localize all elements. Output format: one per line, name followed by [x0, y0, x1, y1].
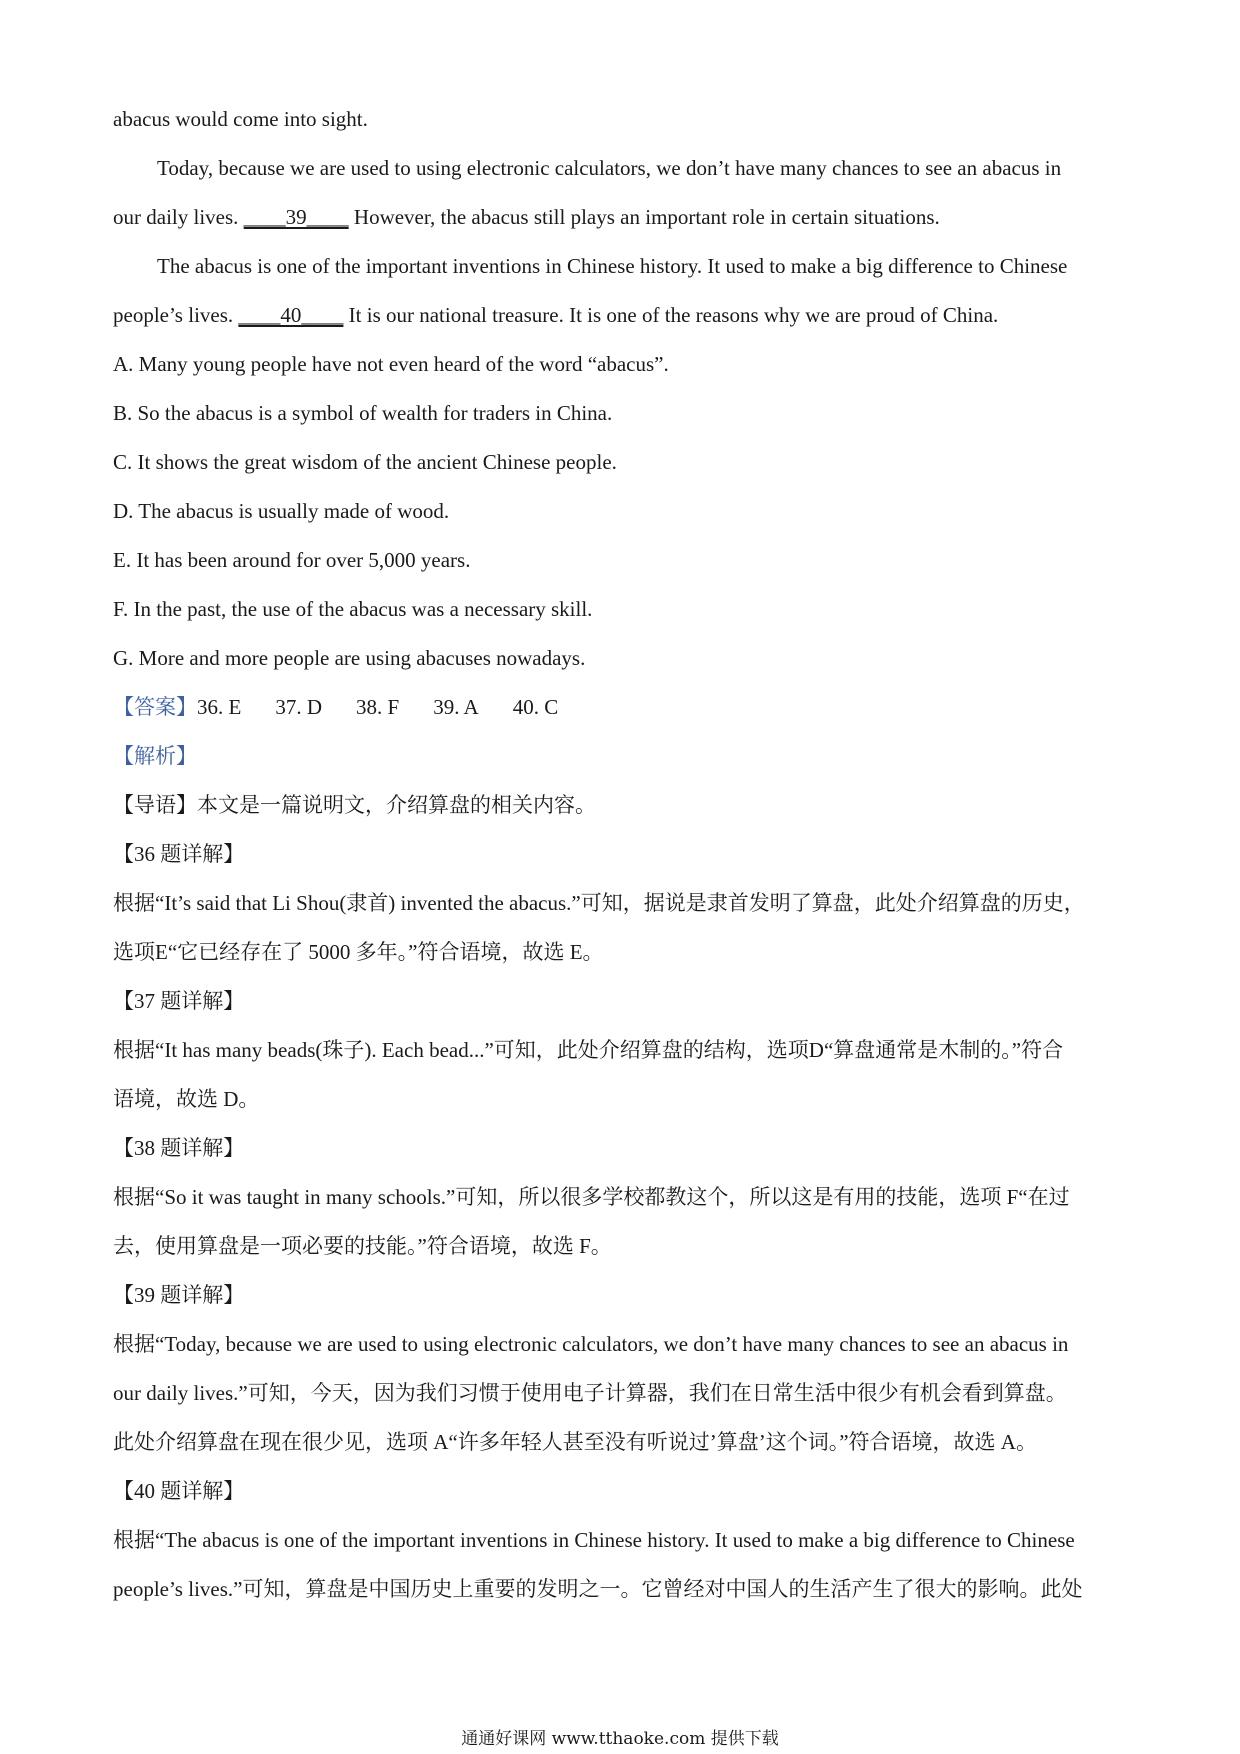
answer-line	[113, 692, 558, 722]
explanation-heading: 【39 题详解】	[113, 1283, 245, 1307]
answer-label: 【答案】	[113, 695, 197, 719]
option-a: A. Many young people have not even heard of the word “abacus”.	[113, 352, 669, 376]
passage-text: It is our national treasure. It is one of the reasons why we are proud of China.	[343, 303, 999, 327]
answer-item: 37. D	[275, 695, 322, 719]
explanation-line: 语境，故选 D。	[113, 1087, 260, 1111]
explanation-heading: 【36 题详解】	[113, 842, 245, 866]
analysis-label: 【解析】	[113, 744, 197, 768]
answer-item: 40. C	[512, 695, 559, 719]
explanation-heading: 【38 题详解】	[113, 1136, 245, 1160]
explanation-line: 根据“It has many beads(珠子). Each bead...”可知，此处介绍算盘的结构，选项D“算盘通常是木制的。”符合	[113, 1038, 1064, 1062]
passage-text: our daily lives.	[113, 205, 244, 229]
explanation-line: 根据“The abacus is one of the important inventions in Chinese history. It used to make a big difference to Chinese	[113, 1528, 1075, 1552]
intro: 【导语】本文是一篇说明文，介绍算盘的相关内容。	[113, 793, 596, 817]
option-b: B. So the abacus is a symbol of wealth for traders in China.	[113, 401, 613, 425]
explanation-heading: 【37 题详解】	[113, 989, 245, 1013]
passage-line: Today, because we are used to using electronic calculators, we don’t have many chances to see an abacus in	[157, 156, 1062, 180]
explanation-line: people’s lives.”可知，算盘是中国历史上重要的发明之一。它曾经对中国人的生活产生了很大的影响。此处	[113, 1577, 1083, 1601]
option-e: E. It has been around for over 5,000 years.	[113, 548, 471, 572]
passage-line: abacus would come into sight.	[113, 107, 368, 131]
passage-text: However, the abacus still plays an important role in certain situations.	[348, 205, 940, 229]
footer-watermark: 通通好课网 www.tthaoke.com 提供下载	[461, 1729, 779, 1749]
option-g: G. More and more people are using abacuses nowadays.	[113, 646, 586, 670]
answer-item: 39. A	[433, 695, 479, 719]
explanation-line: 此处介绍算盘在现在很少见，选项 A“许多年轻人甚至没有听说过’算盘’这个词。”符合语境，故选 A。	[113, 1430, 1037, 1454]
passage-line	[113, 202, 940, 232]
blank-39: ____39____	[243, 205, 349, 229]
passage-line: The abacus is one of the important inventions in Chinese history. It used to make a big difference to Chinese	[157, 254, 1068, 278]
explanation-line: 选项E“它已经存在了 5000 多年。”符合语境，故选 E。	[113, 940, 604, 964]
option-d: D. The abacus is usually made of wood.	[113, 499, 450, 523]
explanation-line: 根据“It’s said that Li Shou(隶首) invented the abacus.”可知，据说是隶首发明了算盘，此处介绍算盘的历史，	[113, 891, 1085, 915]
explanation-line: 根据“Today, because we are used to using electronic calculators, we don’t have many chances to see an abacus in	[113, 1332, 1069, 1356]
explanation-line: 去，使用算盘是一项必要的技能。”符合语境，故选 F。	[113, 1234, 612, 1258]
answer-item: 36. E	[197, 695, 242, 719]
explanation-line: 根据“So it was taught in many schools.”可知，所以很多学校都教这个，所以这是有用的技能，选项 F“在过	[113, 1185, 1070, 1209]
explanation-heading: 【40 题详解】	[113, 1479, 245, 1503]
option-c: C. It shows the great wisdom of the ancient Chinese people.	[113, 450, 617, 474]
passage-text: people’s lives.	[113, 303, 239, 327]
explanation-line: our daily lives.”可知，今天，因为我们习惯于使用电子计算器，我们在日常生活中很少有机会看到算盘。	[113, 1381, 1067, 1405]
option-f: F. In the past, the use of the abacus was a necessary skill.	[113, 597, 593, 621]
answer-item: 38. F	[356, 695, 400, 719]
blank-40: ____40____	[238, 303, 344, 327]
passage-line	[113, 300, 998, 330]
